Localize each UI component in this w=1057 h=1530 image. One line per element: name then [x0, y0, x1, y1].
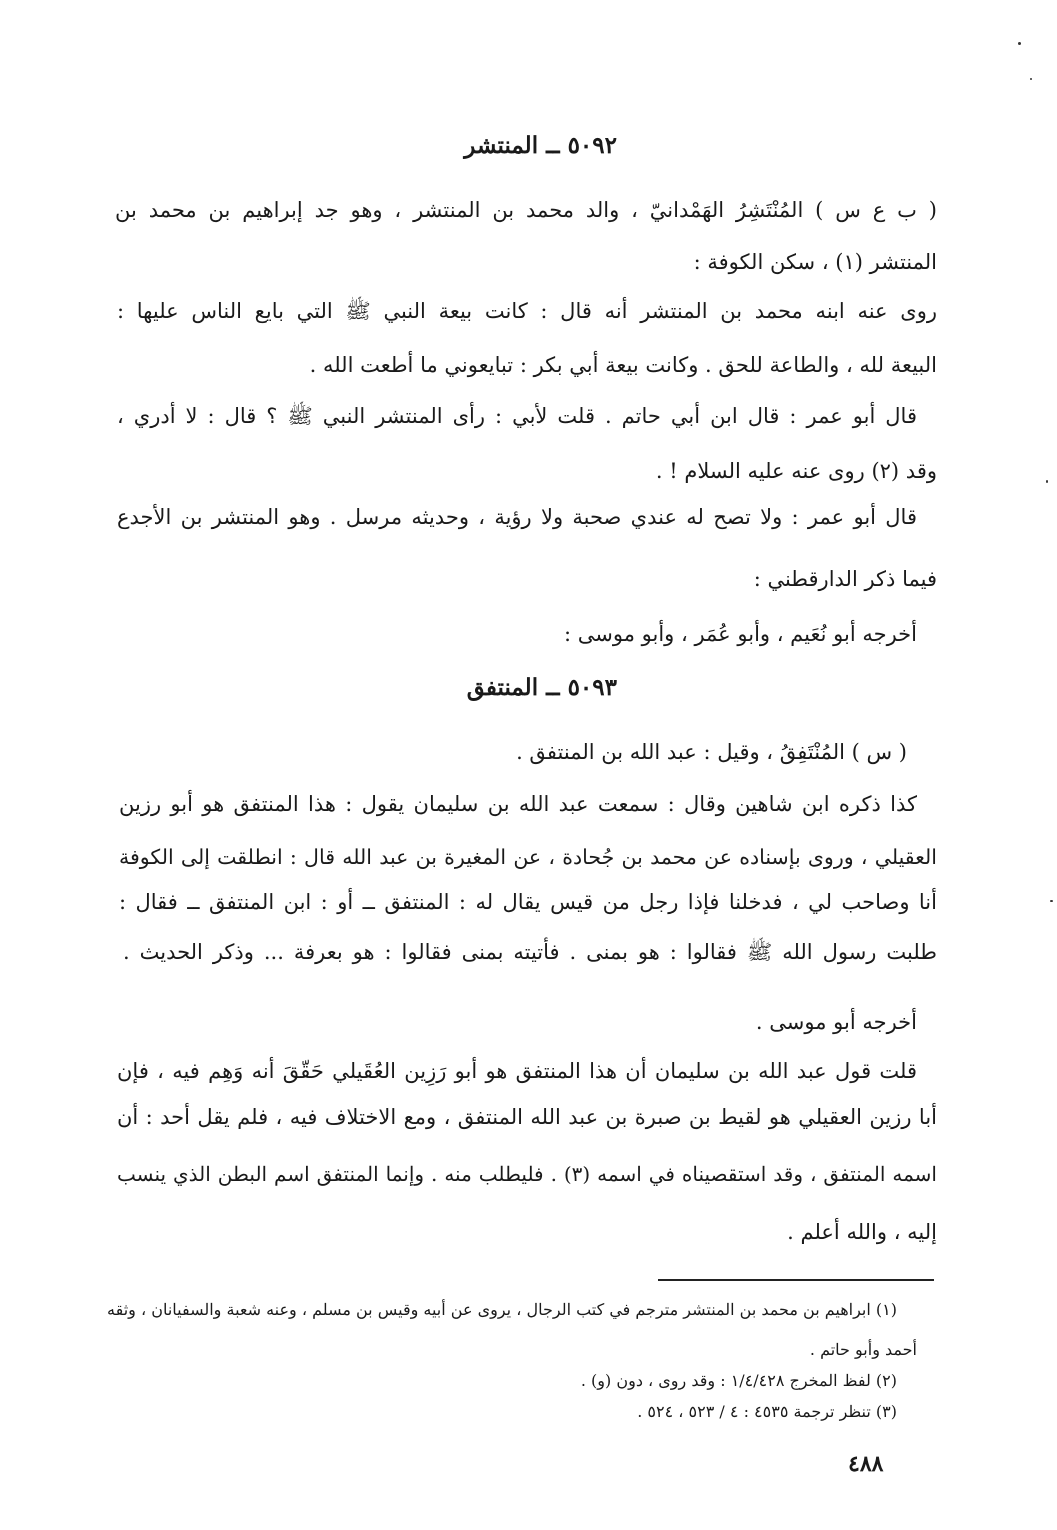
entry-text-line: المنتشر (١) ، سكن الكوفة : — [693, 250, 937, 274]
entry-text-line: أخرجه أبو موسى . — [755, 1010, 917, 1034]
entry-text-line: ( ب ع س ) المُنْتَشِرُ الهَمْدانيّ ، والد محمد بن المنتشر ، وهو جد إبراهيم بن محمد بن — [115, 198, 937, 222]
footnote-line: (٣) تنظر ترجمة ٤٥٣٥ : ٤ / ٥٢٣ ، ٥٢٤ . — [637, 1402, 897, 1421]
entry-text-line: روى عنه ابنه محمد بن المنتشر أنه قال : كانت بيعة النبي ﷺ التي بايع الناس عليها : — [117, 299, 937, 323]
entry-text-line: فيما ذكر الدارقطني : — [753, 567, 937, 591]
scan-speck — [1050, 900, 1053, 902]
footnote-divider — [658, 1279, 934, 1281]
entry-text-line: أنا وصاحب لي ، فدخلنا فإذا رجل من قيس يقال له : المنتفق ــ أو : ابن المنتفق ــ فقال : — [119, 890, 937, 914]
footnote-line: أحمد وأبو حاتم . — [809, 1340, 917, 1359]
scan-speck — [1018, 42, 1021, 45]
scan-speck — [1046, 480, 1048, 483]
page-number: ٤٨٨ — [848, 1451, 884, 1477]
entry-text-line: وقد (٢) روى عنه عليه السلام ! . — [655, 459, 937, 483]
entry-text-line: قال أبو عمر : قال ابن أبي حاتم . قلت لأبي : رأى المنتشر النبي ﷺ ؟ قال : لا أدري ، — [117, 404, 917, 428]
entry-text-line: أخرجه أبو نُعَيم ، وأبو عُمَر ، وأبو موسى : — [564, 622, 917, 646]
entry-text-line: البيعة لله ، والطاعة للحق . وكانت بيعة أبي بكر : تبايعوني ما أطعت الله . — [309, 353, 937, 377]
entry-text-line: قلت قول عبد الله بن سليمان أن هذا المنتفق هو أبو رَزِين العُقَيلي حَقّقَ أنه وَهِم فيه ، فإن — [117, 1059, 917, 1083]
entry-text-line: اسمه المنتفق ، وقد استقصيناه في اسمه (٣) . فليطلب منه . وإنما المنتفق اسم البطن الذي ينسب — [117, 1162, 937, 1186]
entry-text-line: إليه ، والله أعلم . — [787, 1220, 937, 1244]
entry-text-line: العقيلي ، وروى بإسناده عن محمد بن جُحادة ، عن المغيرة بن عبد الله قال : انطلقت إلى الكوفة — [119, 845, 937, 869]
entry-heading: ٥٠٩٢ ــ المنتشر — [464, 132, 617, 159]
entry-text-line: كذا ذكره ابن شاهين وقال : سمعت عبد الله بن سليمان يقول : هذا المنتفق هو أبو رزين — [119, 792, 917, 816]
footnote-line: (٢) لفظ المخرج ١/٤/٤٢٨ : وقد روى ، دون (و) . — [580, 1371, 897, 1390]
scan-speck — [1030, 78, 1032, 80]
entry-text-line: ( س ) المُنْتَفِقُ ، وقيل : عبد الله بن المنتفق . — [516, 740, 907, 764]
entry-text-line: قال أبو عمر : ولا تصح له عندي صحبة ولا رؤية ، وحديثه مرسل . وهو المنتشر بن الأجدع — [117, 505, 917, 529]
footnote-line: (١) ابراهيم بن محمد بن المنتشر مترجم في كتب الرجال ، يروى عن أبيه وقيس بن مسلم ، وعنه شعبة والسفيانان ، وثقه — [107, 1300, 897, 1319]
entry-text-line: أبا رزين العقيلي هو لقيط بن صبرة بن عبد الله المنتفق ، ومع الاختلاف فيه ، فلم يقل أحد : أن — [117, 1105, 937, 1129]
entry-heading: ٥٠٩٣ ــ المنتفق — [466, 674, 617, 701]
entry-text-line: طلبت رسول الله ﷺ فقالوا : هو بمنى . فأتيته بمنى فقالوا : هو بعرفة ... وذكر الحديث . — [123, 940, 937, 964]
